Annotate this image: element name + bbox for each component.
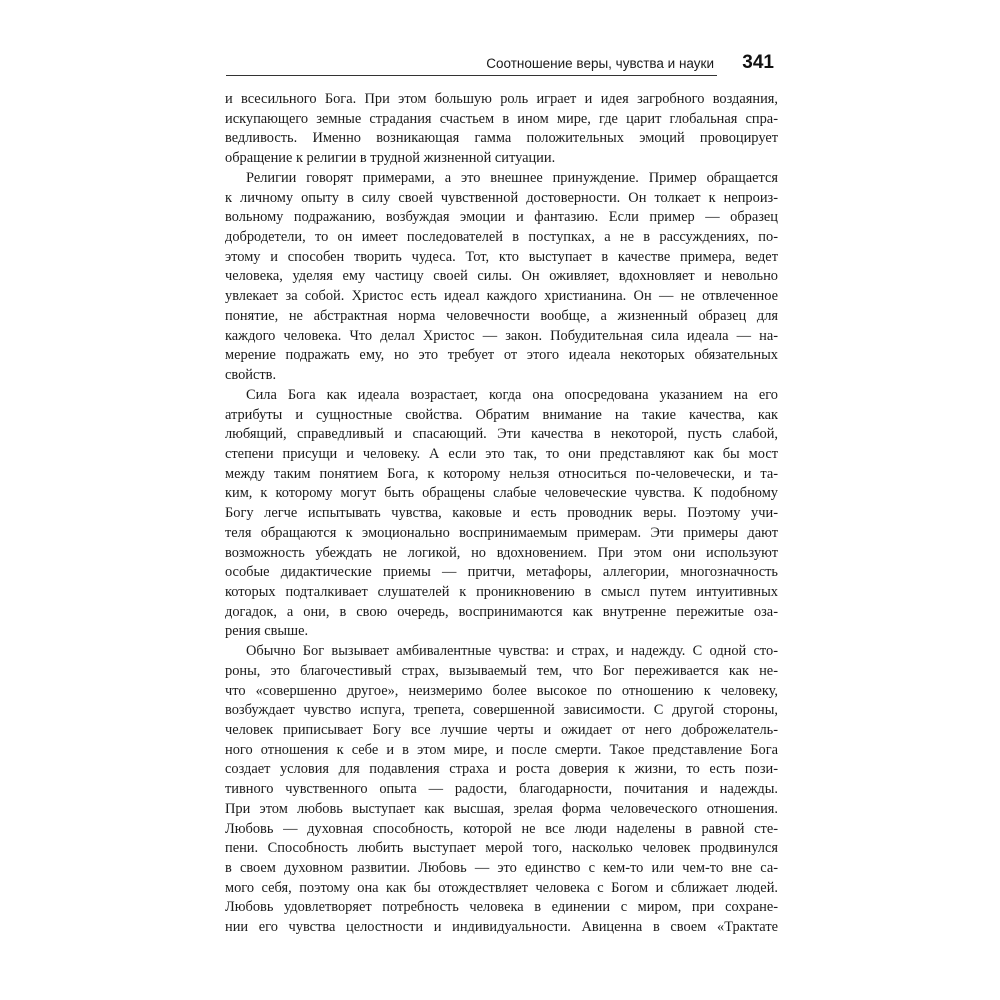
text-line: увлекает за собой. Христос есть идеал каждого христианина. Он — не отвлеченное [225,288,778,305]
text-line: пени. Способность любить выступает мерой того, насколько человек продвинулся [225,840,778,857]
text-line: человека, уделяя ему частицу своей силы. Он оживляет, вдохновляет и невольно [225,268,778,285]
text-line: добродетели, то он имеет последователей в поступках, а не в рассуждениях, по- [225,229,778,246]
text-line: понятие, не абстрактная норма человечности вообще, а жизненный образец для [225,307,778,324]
text-line: тивного чувственного опыта — радости, благодарности, почитания и надежды. [225,781,778,798]
body-text [225,90,778,938]
text-line: Религии говорят примерами, а это внешнее принуждение. Пример обращается [246,169,778,186]
running-head [226,50,776,80]
text-line: особые дидактические приемы — притчи, метафоры, аллегории, многозначность [225,564,778,581]
text-line: атрибуты и сущностные свойства. Обратим внимание на такие качества, как [225,406,778,423]
text-line: Любовь удовлетворяет потребность человека в единении с миром, при сохране- [225,899,778,916]
text-line: каждого человека. Что делал Христос — закон. Побудительная сила идеала — на- [225,327,778,344]
text-line: обращение к религии в трудной жизненной ситуации. [225,150,556,167]
text-line: нии его чувства целостности и индивидуальности. Авиценна в своем «Трактате [225,919,778,936]
text-line: любящий, справедливый и спасающий. Эти качества в некоторой, пусть слабой, [225,426,778,443]
text-line: этому и способен творить чудеса. Тот, кто выступает в качестве примера, ведет [225,248,778,265]
text-line: При этом любовь выступает как высшая, зрелая форма человеческого отношения. [225,800,778,817]
header-rule [226,75,717,76]
text-line: Обычно Бог вызывает амбивалентные чувства: и страх, и надежду. С одной сто- [246,643,778,660]
text-line: роны, это благочестивый страх, вызываемый тем, что Бог переживается как не- [225,662,778,679]
text-line: возбуждает чувство испуга, трепета, совершенной зависимости. С другой стороны, [225,702,778,719]
text-line: мого себя, поэтому она как бы отождествляет человека с Богом и сближает людей. [225,879,778,896]
text-line: создает условия для подавления страха и роста доверия к жизни, то есть пози- [225,761,778,778]
text-line: к личному опыту в силу своей чувственной достоверности. Он толкает к непроиз- [225,189,778,206]
text-line: в своем духовном развитии. Любовь — это единство с кем-то или чем-то вне са- [225,860,778,877]
text-line: ного отношения к себе и в этом мире, и после смерти. Такое представление Бога [225,741,778,758]
text-line: что «совершенно другое», неизмеримо более высокое по отношению к человеку, [225,682,778,699]
text-line: ведливость. Именно возникающая гамма положительных эмоций провоцирует [225,130,778,147]
text-line: человек приписывает Богу все лучшие черты и ожидает от него доброжелатель- [225,722,778,738]
page-number: 341 [742,52,774,73]
text-line: мерение подражать ему, но это требует от этого идеала некоторых обязательных [225,347,778,364]
text-line: ким, к которому могут быть обращены слабые человеческие чувства. К подобному [225,485,778,502]
text-line: догадок, а они, в свою очередь, воспринимаются как внутренне пережитые оза- [225,603,778,620]
text-line: Любовь — духовная способность, которой не все люди наделены в равной сте- [225,820,778,837]
text-line: Богу легче испытывать чувства, каковые и есть проводник веры. Поэтому учи- [225,505,778,522]
text-line: возможность убеждать не логикой, но вдохновением. При этом они используют [225,544,778,561]
text-line: свойств. [225,367,277,384]
text-line: Сила Бога как идеала возрастает, когда она опосредована указанием на его [246,386,778,403]
text-line: вольному подражанию, возбуждая эмоции и фантазию. Если пример — образец [225,209,778,226]
text-line: степени присущи и человеку. А если это так, то они представляют как бы мост [225,445,778,462]
text-line: искупающего земные страдания счастьем в ином мире, где царит глобальная спра- [225,110,778,127]
text-line: которых подталкивает слушателей к проникновению в смысл путем интуитивных [225,583,778,600]
running-title: Соотношение веры, чувства и науки [486,56,714,71]
text-line: и всесильного Бога. При этом большую роль играет и идея загробного воздаяния, [225,91,778,107]
text-line: теля обращаются к эмоционально воспринимаемым примерам. Эти примеры дают [225,524,778,541]
text-line: рения свыше. [225,623,309,640]
text-line: между таким понятием Бога, к которому нельзя относиться по-человечески, и та- [225,465,778,482]
